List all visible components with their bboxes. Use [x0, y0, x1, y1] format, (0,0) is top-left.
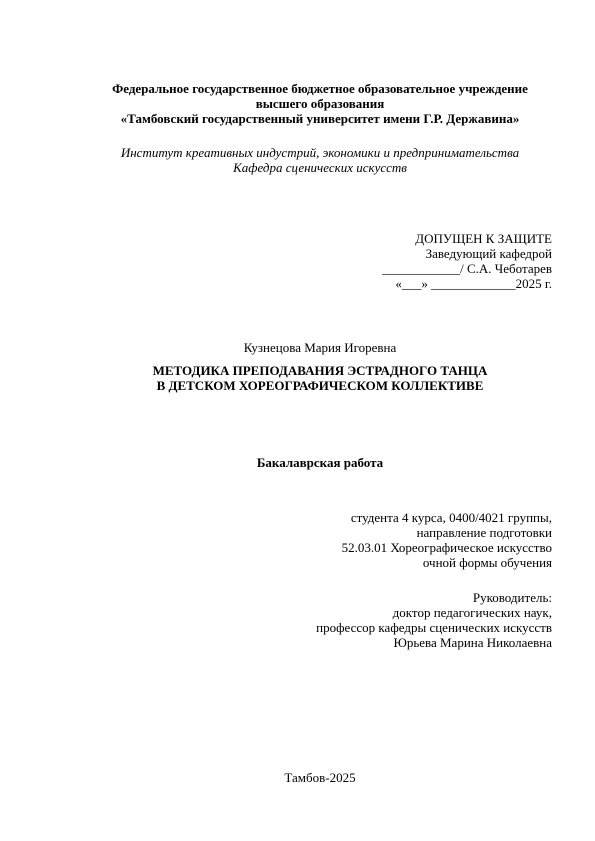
supervisor-degree: доктор педагогических наук, [392, 605, 552, 620]
student-study-form: очной формы обучения [422, 555, 552, 570]
thesis-title-line-2: В ДЕТСКОМ ХОРЕОГРАФИЧЕСКОМ КОЛЛЕКТИВЕ [156, 378, 484, 393]
institution-header [60, 81, 580, 126]
institute-name: Институт креативных индустрий, экономики и предпринимательства [120, 145, 520, 160]
place-year [60, 770, 580, 785]
supervisor-label: Руководитель: [472, 590, 552, 605]
thesis-title [60, 363, 580, 393]
approval-date-line: «___» _____________2025 г. [395, 276, 552, 291]
student-direction-code: 52.03.01 Хореографическое искусство [341, 540, 552, 555]
thesis-title-line-1: МЕТОДИКА ПРЕПОДАВАНИЯ ЭСТРАДНОГО ТАНЦА [152, 363, 488, 378]
approval-status: ДОПУЩЕН К ЗАЩИТЕ [415, 231, 552, 246]
division-header [60, 145, 580, 175]
supervisor-info [212, 590, 552, 650]
author-name [60, 340, 580, 355]
approval-block [252, 231, 552, 291]
work-type-label: Бакалаврская работа [256, 455, 384, 470]
institution-line-3: «Тамбовский государственный университет имени Г.Р. Державина» [120, 111, 520, 126]
institution-line-2: высшего образования [255, 96, 385, 111]
place-year-text: Тамбов-2025 [284, 770, 356, 785]
student-course-group: студента 4 курса, 0400/4021 группы, [350, 510, 552, 525]
institution-line-1: Федеральное государственное бюджетное образовательное учреждение [112, 81, 528, 96]
author-name-text: Кузнецова Мария Игоревна [243, 340, 397, 355]
supervisor-position: профессор кафедры сценических искусств [316, 620, 552, 635]
approval-role: Заведующий кафедрой [425, 246, 552, 261]
student-direction-label: направление подготовки [416, 525, 552, 540]
student-info [212, 510, 552, 570]
department-name: Кафедра сценических искусств [233, 160, 407, 175]
work-type [60, 455, 580, 470]
supervisor-name: Юрьева Марина Николаевна [393, 635, 552, 650]
approval-signature-line: ____________/ С.А. Чеботарев [382, 261, 552, 276]
